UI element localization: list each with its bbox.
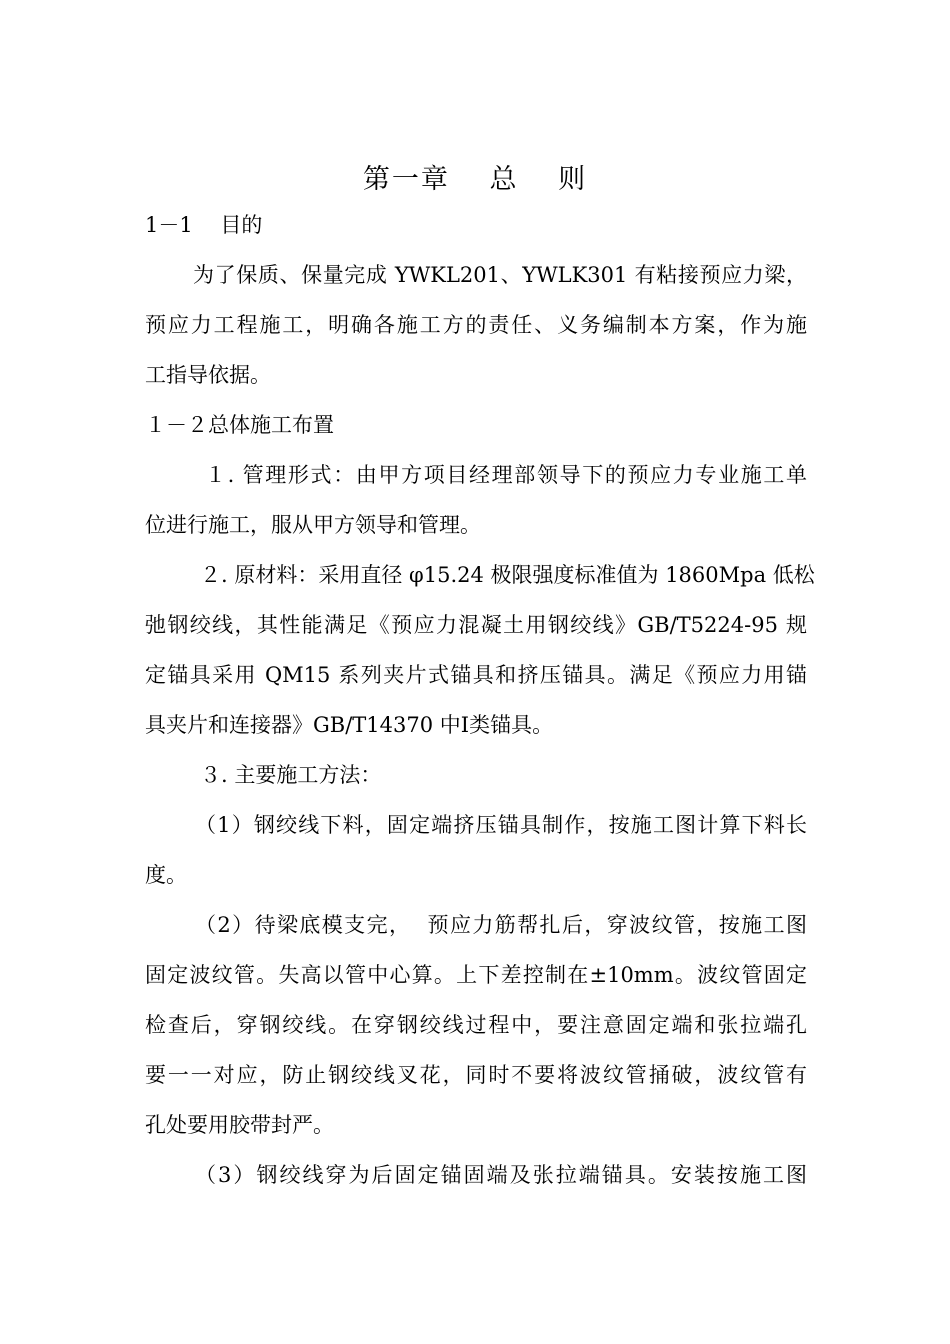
- chapter-title: 第一章 总 则: [362, 164, 588, 195]
- paragraph-line: （3）钢绞线穿为后固定锚固端及张拉端锚具。安装按施工图: [195, 1163, 807, 1187]
- paragraph-line: 度。: [145, 863, 187, 887]
- paragraph-line: 固定波纹管。失高以管中心算。上下差控制在±10mm。波纹管固定: [145, 963, 807, 987]
- paragraph-line: ２. 原材料：采用直径 φ15.24 极限强度标准值为 1860Mpa 低松: [200, 563, 815, 587]
- paragraph-line: 位进行施工，服从甲方领导和管理。: [145, 513, 481, 537]
- paragraph-line: 孔处要用胶带封严。: [145, 1113, 334, 1137]
- paragraph-line: 预应力工程施工，明确各施工方的责任、义务编制本方案，作为施: [145, 313, 807, 337]
- section-heading-purpose: 1－1 目的: [145, 213, 263, 237]
- paragraph-line: 检查后，穿钢绞线。在穿钢绞线过程中，要注意固定端和张拉端孔: [145, 1013, 807, 1037]
- paragraph-line: １. 管理形式：由甲方项目经理部领导下的预应力专业施工单: [205, 463, 807, 487]
- subsection-heading-methods: ３. 主要施工方法：: [200, 763, 382, 787]
- paragraph-line: 工指导依据。: [145, 363, 271, 387]
- paragraph-line: 为了保质、保量完成 YWKL201、YWLK301 有粘接预应力梁，: [193, 263, 807, 287]
- paragraph-line: 定锚具采用 QM15 系列夹片式锚具和挤压锚具。满足《预应力用锚: [145, 663, 807, 687]
- paragraph-line: 弛钢绞线，其性能满足《预应力混凝土用钢绞线》GB/T5224-95 规: [145, 613, 807, 637]
- paragraph-line: （1）钢绞线下料，固定端挤压锚具制作，按施工图计算下料长: [195, 813, 807, 837]
- paragraph-line: 要一一对应，防止钢绞线叉花，同时不要将波纹管捅破，波纹管有: [145, 1063, 807, 1087]
- section-heading-layout: １－２总体施工布置: [145, 413, 334, 437]
- paragraph-line: 具夹片和连接器》GB/T14370 中Ⅰ类锚具。: [145, 713, 554, 737]
- paragraph-line: （2）待梁底模支完， 预应力筋帮扎后，穿波纹管，按施工图: [195, 913, 807, 937]
